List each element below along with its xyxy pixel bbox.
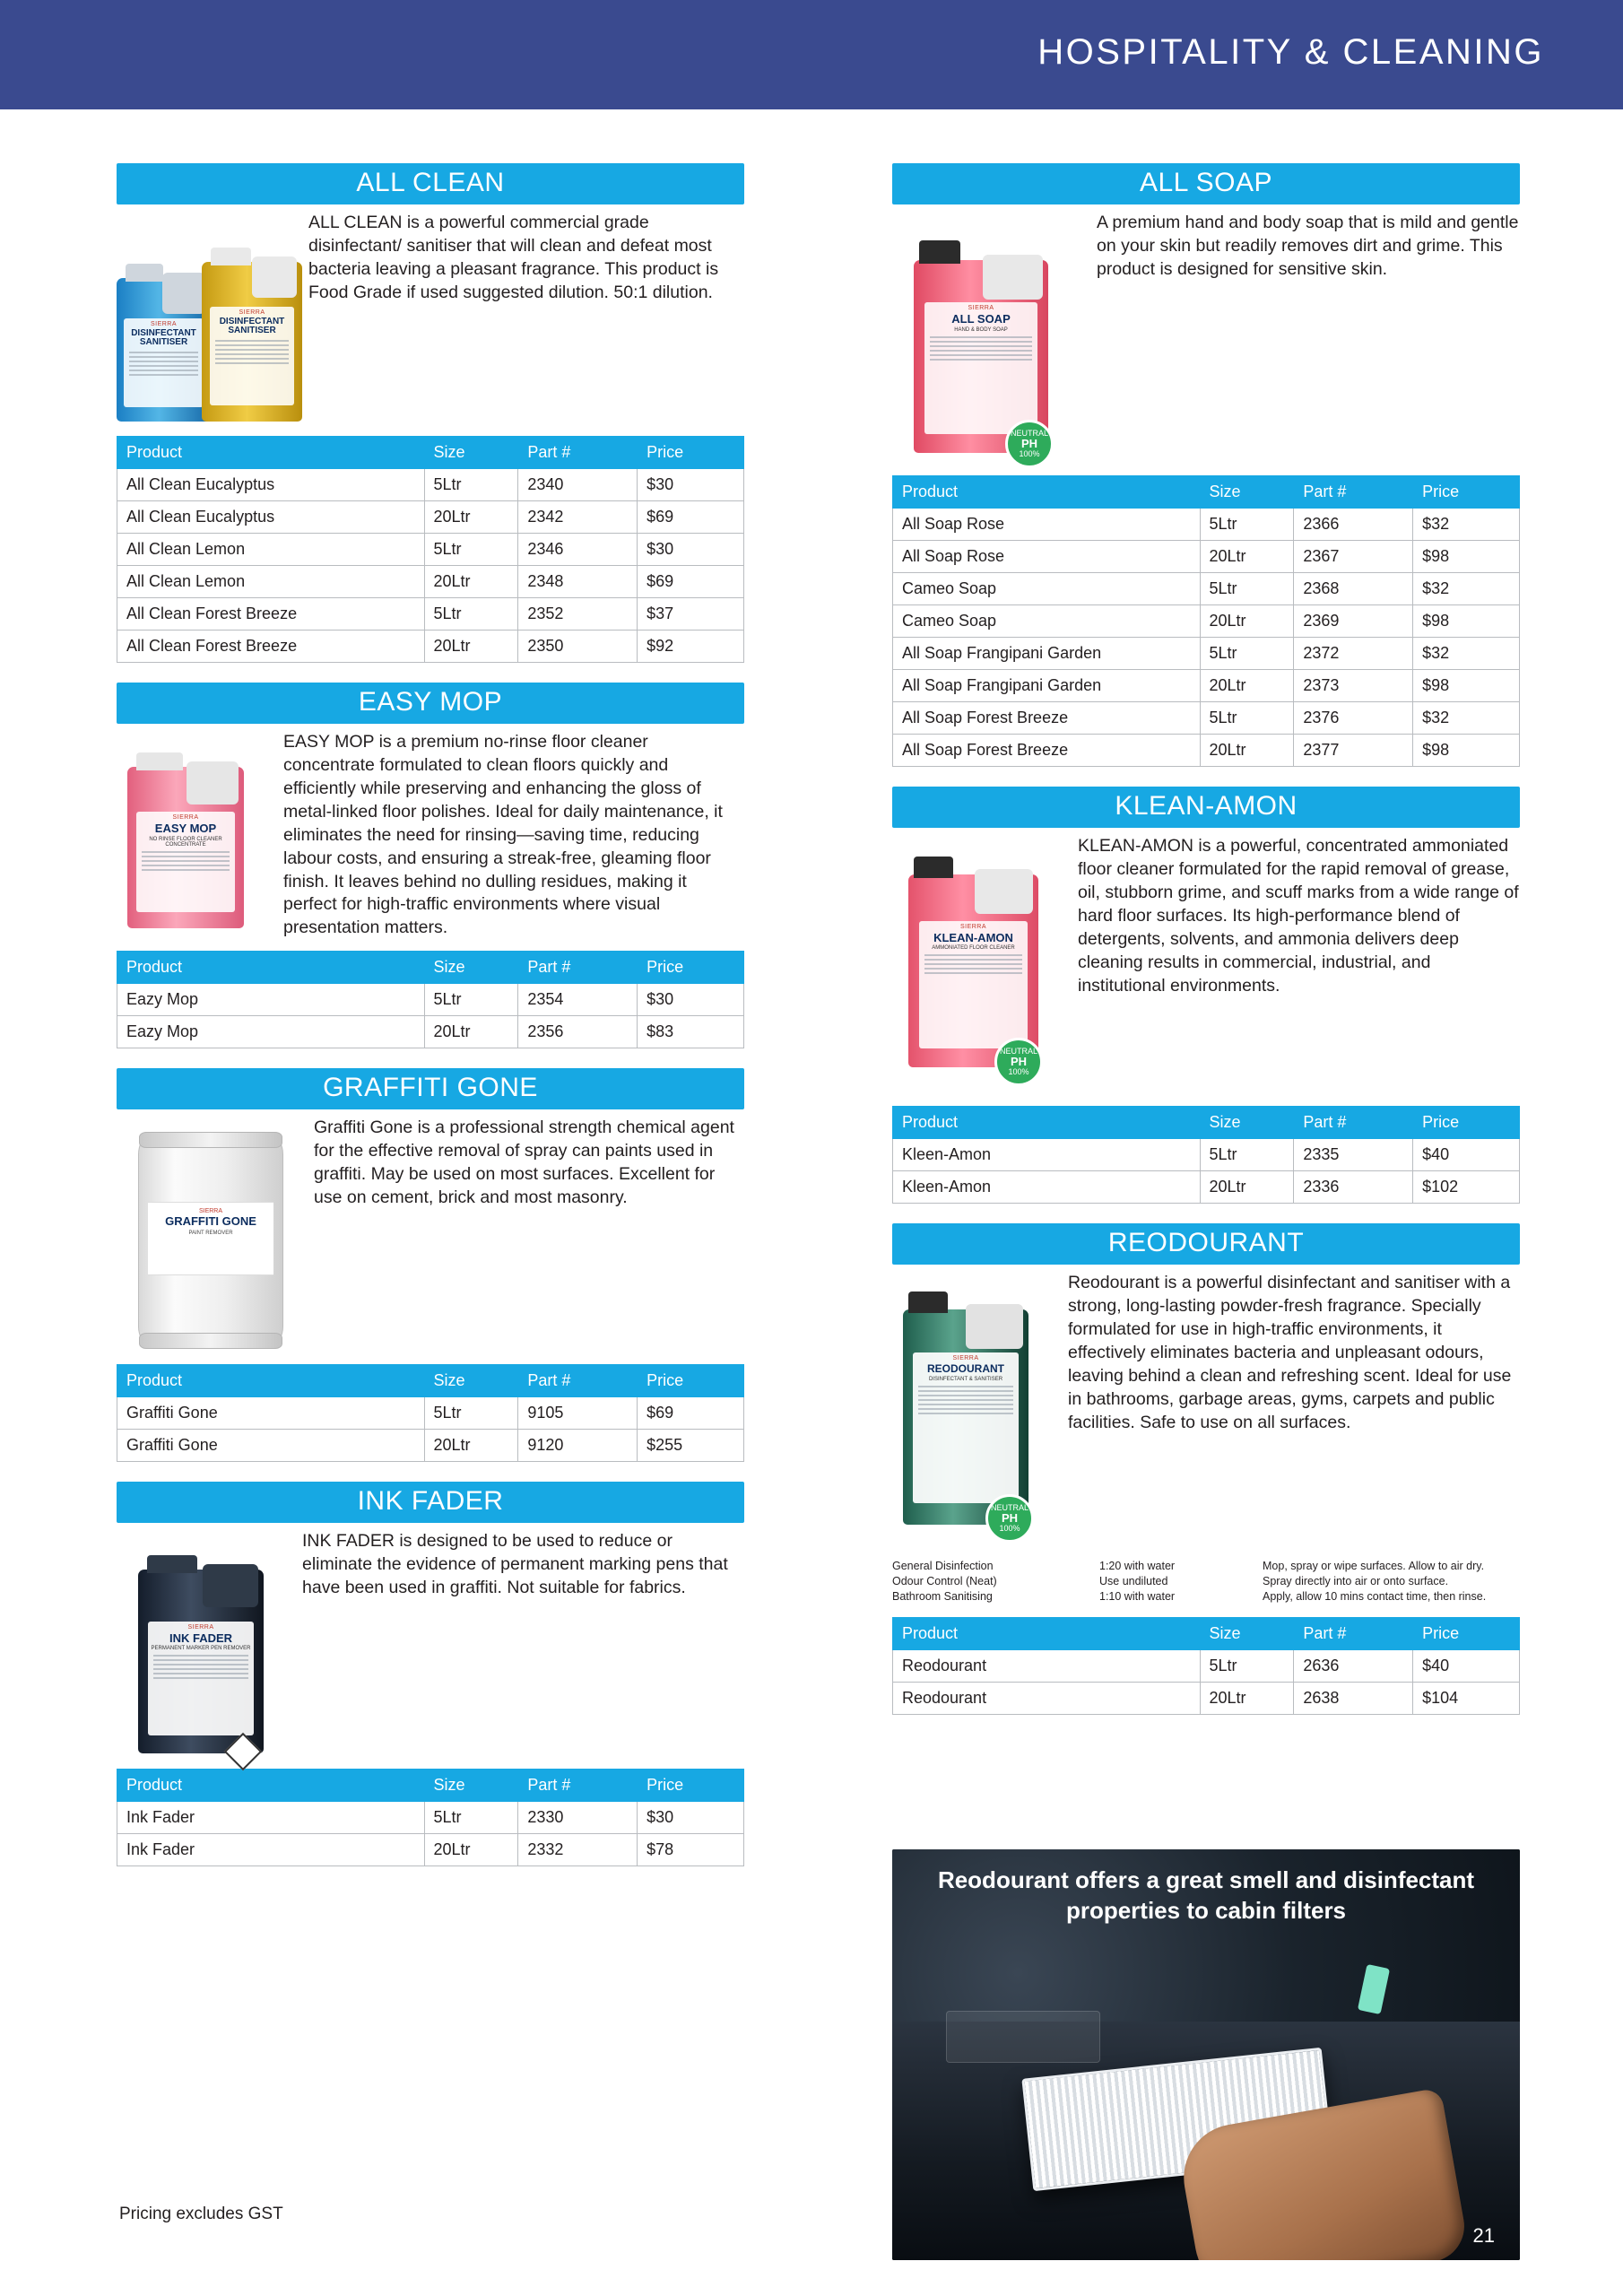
section-title-klean-amon: KLEAN-AMON xyxy=(892,787,1520,828)
cell-product: All Soap Frangipani Garden xyxy=(893,670,1201,702)
cell-product: Eazy Mop xyxy=(117,984,425,1016)
cell-product: All Clean Forest Breeze xyxy=(117,598,425,631)
section-graffiti-gone xyxy=(117,1068,744,1462)
green-clip-shape xyxy=(1358,1964,1390,2014)
cell-product: Cameo Soap xyxy=(893,573,1201,605)
col-part: Part # xyxy=(1294,476,1413,509)
col-size: Size xyxy=(1200,476,1294,509)
bottle-name: REODOURANT xyxy=(927,1362,1004,1375)
cell-product: Ink Fader xyxy=(117,1802,425,1834)
table-row xyxy=(893,573,1520,605)
cell-product: All Clean Eucalyptus xyxy=(117,501,425,534)
col-product: Product xyxy=(893,476,1201,509)
cell-size: 20Ltr xyxy=(424,566,518,598)
price-table-reodourant xyxy=(892,1617,1520,1715)
cell-part: 2352 xyxy=(518,598,638,631)
cell-size: 5Ltr xyxy=(1200,702,1294,735)
cell-product: Kleen-Amon xyxy=(893,1171,1201,1204)
table-row xyxy=(893,1139,1520,1171)
cell-size: 5Ltr xyxy=(424,1802,518,1834)
cell-product: All Soap Forest Breeze xyxy=(893,735,1201,767)
bottle-name: KLEAN-AMON xyxy=(933,930,1013,944)
cell-price: $32 xyxy=(1413,638,1520,670)
all-soap-bottle-image xyxy=(914,230,1084,472)
col-part: Part # xyxy=(518,952,638,984)
price-table-easy-mop xyxy=(117,951,744,1048)
table-row xyxy=(893,735,1520,767)
table-row xyxy=(117,1834,744,1866)
table-row xyxy=(117,1430,744,1462)
table-row xyxy=(893,638,1520,670)
table-row xyxy=(117,1397,744,1430)
col-product: Product xyxy=(117,437,425,469)
dilution-use: Bathroom Sanitising xyxy=(892,1589,993,1603)
col-product: Product xyxy=(893,1107,1201,1139)
cell-size: 5Ltr xyxy=(1200,1139,1294,1171)
cell-price: $69 xyxy=(638,1397,744,1430)
bottle-brand: SIERRA xyxy=(959,923,987,930)
section-description-easy-mop: EASY MOP is a premium no-rinse floor cleaner concentrate formulated to clean floors quickly and efficiently while preserving and enhancing the gloss of metal-linked floor polishes. Ideal for daily maintenance, it eliminates the need for rinsing—saving time, reducing labour costs, and ensuring a streak-free, gleaming floor finish. It leaves behind no dulling residues, making it perfect for high-traffic environments where visual presentation matters. xyxy=(283,732,723,938)
bottle-name: DISINFECTANT SANITISER xyxy=(219,316,285,336)
page-number: 21 xyxy=(1472,2224,1495,2247)
col-size: Size xyxy=(424,952,518,984)
bottle-sub: PERMANENT MARKER PEN REMOVER xyxy=(151,1646,251,1652)
col-part: Part # xyxy=(1294,1107,1413,1139)
cell-price: $255 xyxy=(638,1430,744,1462)
bottle-name: EASY MOP xyxy=(154,822,217,836)
badge-top-label: NEUTRAL xyxy=(999,1047,1037,1056)
cell-part: 2340 xyxy=(518,469,638,501)
cell-price: $32 xyxy=(1413,702,1520,735)
cell-size: 5Ltr xyxy=(1200,1649,1294,1682)
cell-price: $37 xyxy=(638,598,744,631)
cell-price: $92 xyxy=(638,631,744,663)
dilution-method: Mop, spray or wipe surfaces. Allow to air dry. xyxy=(1263,1560,1485,1572)
dilution-row xyxy=(892,1559,1520,1574)
cell-part: 2373 xyxy=(1294,670,1413,702)
col-price: Price xyxy=(638,1770,744,1802)
col-product: Product xyxy=(117,1365,425,1397)
bottle-sub: AMMONIATED FLOOR CLEANER xyxy=(932,945,1015,952)
reodourant-bottle-image xyxy=(903,1286,1055,1555)
dilution-use: Odour Control (Neat) xyxy=(892,1574,997,1587)
table-row xyxy=(893,1682,1520,1714)
cell-part: 2336 xyxy=(1294,1171,1413,1204)
price-table-graffiti-gone xyxy=(117,1364,744,1462)
cell-size: 20Ltr xyxy=(424,1430,518,1462)
table-row xyxy=(117,984,744,1016)
cell-part: 2366 xyxy=(1294,509,1413,541)
section-description-ink-fader: INK FADER is designed to be used to reduce or eliminate the evidence of permanent marking pens that have been used in graffiti. Not suitable for fabrics. xyxy=(302,1531,728,1598)
dilution-method: Spray directly into air or onto surface. xyxy=(1263,1574,1449,1587)
table-row xyxy=(893,1171,1520,1204)
dilution-instructions xyxy=(892,1559,1520,1605)
cell-price: $83 xyxy=(638,1016,744,1048)
cell-price: $98 xyxy=(1413,605,1520,638)
cell-price: $30 xyxy=(638,1802,744,1834)
cell-size: 20Ltr xyxy=(424,1016,518,1048)
section-easy-mop xyxy=(117,683,744,1048)
badge-main-label: PH xyxy=(1001,1511,1019,1526)
cell-part: 2350 xyxy=(518,631,638,663)
cell-size: 5Ltr xyxy=(1200,638,1294,670)
photo-caption: Reodourant offers a great smell and disinfectant properties to cabin filters xyxy=(937,1866,1475,1924)
cell-part: 2354 xyxy=(518,984,638,1016)
drum-sub: PAINT REMOVER xyxy=(188,1231,233,1237)
cell-product: Cameo Soap xyxy=(893,605,1201,638)
table-row xyxy=(117,1016,744,1048)
dilution-ratio: 1:10 with water xyxy=(1099,1589,1176,1603)
section-description-all-clean: ALL CLEAN is a powerful commercial grade disinfectant/ sanitiser that will clean and defeat most bacteria leaving a pleasant fragrance. This product is Food Grade if used suggested dilution. 50:1 dilution. xyxy=(308,213,719,302)
graffiti-gone-drum-image xyxy=(138,1136,299,1361)
cell-size: 20Ltr xyxy=(424,631,518,663)
cell-product: All Soap Rose xyxy=(893,541,1201,573)
dilution-ratio: 1:20 with water xyxy=(1099,1560,1176,1572)
col-price: Price xyxy=(1413,476,1520,509)
cell-product: Ink Fader xyxy=(117,1834,425,1866)
cell-product: Eazy Mop xyxy=(117,1016,425,1048)
section-all-clean xyxy=(117,163,744,663)
dilution-method: Apply, allow 10 mins contact time, then rinse. xyxy=(1263,1589,1487,1603)
col-price: Price xyxy=(1413,1617,1520,1649)
section-title-ink-fader: INK FADER xyxy=(117,1482,744,1523)
ph-neutral-badge-icon xyxy=(985,1494,1034,1543)
col-part: Part # xyxy=(518,1770,638,1802)
cell-price: $78 xyxy=(638,1834,744,1866)
cell-price: $32 xyxy=(1413,509,1520,541)
section-description-graffiti-gone: Graffiti Gone is a professional strength chemical agent for the effective removal of spray can paints used in graffiti. May be used on most surfaces. Excellent for use on cement, brick and most masonry. xyxy=(314,1118,734,1208)
cell-part: 2346 xyxy=(518,534,638,566)
cell-part: 2369 xyxy=(1294,605,1413,638)
table-row xyxy=(893,605,1520,638)
badge-main-label: PH xyxy=(1020,437,1038,451)
table-row xyxy=(893,1649,1520,1682)
right-column xyxy=(892,163,1520,1715)
col-price: Price xyxy=(638,437,744,469)
cabin-filter-photo-panel xyxy=(892,1849,1520,2260)
table-row xyxy=(117,566,744,598)
table-row xyxy=(117,1802,744,1834)
section-description-reodourant: Reodourant is a powerful disinfectant and sanitiser with a strong, long-lasting powder-fresh fragrance. Specially formulated for use in high-traffic environments, it effectively eliminates bacteria and unpleasant odours, leaving behind a clean and refreshing scent. Ideal for use in bathrooms, garbage areas, gyms, carpets and public facilities. Safe to use on all surfaces. xyxy=(1068,1273,1512,1432)
cell-part: 2332 xyxy=(518,1834,638,1866)
cell-size: 20Ltr xyxy=(1200,670,1294,702)
cell-price: $104 xyxy=(1413,1682,1520,1714)
badge-top-label: NEUTRAL xyxy=(1010,429,1048,438)
price-table-klean-amon xyxy=(892,1106,1520,1204)
col-part: Part # xyxy=(1294,1617,1413,1649)
cell-size: 5Ltr xyxy=(424,1397,518,1430)
col-size: Size xyxy=(424,1770,518,1802)
cell-size: 5Ltr xyxy=(424,469,518,501)
cell-product: All Clean Eucalyptus xyxy=(117,469,425,501)
bottle-name: INK FADER xyxy=(169,1631,233,1645)
cell-size: 5Ltr xyxy=(424,984,518,1016)
badge-top-label: NEUTRAL xyxy=(990,1503,1028,1512)
cell-price: $40 xyxy=(1413,1649,1520,1682)
cell-price: $30 xyxy=(638,469,744,501)
cell-part: 2372 xyxy=(1294,638,1413,670)
cell-part: 2367 xyxy=(1294,541,1413,573)
drum-brand: SIERRA xyxy=(198,1208,223,1215)
col-price: Price xyxy=(638,952,744,984)
pricing-note: Pricing excludes GST xyxy=(119,2205,283,2223)
section-all-soap xyxy=(892,163,1520,767)
cell-part: 2348 xyxy=(518,566,638,598)
bottle-brand: SIERRA xyxy=(150,320,178,327)
cell-part: 2356 xyxy=(518,1016,638,1048)
cell-price: $69 xyxy=(638,566,744,598)
ink-fader-bottle-image xyxy=(131,1550,288,1765)
cell-price: $30 xyxy=(638,534,744,566)
cell-size: 20Ltr xyxy=(1200,1682,1294,1714)
dilution-row xyxy=(892,1589,1520,1605)
cell-size: 20Ltr xyxy=(1200,1171,1294,1204)
ph-neutral-badge-icon xyxy=(1005,420,1054,468)
col-part: Part # xyxy=(518,437,638,469)
bottle-name: ALL SOAP xyxy=(951,312,1011,326)
badge-main-label: PH xyxy=(1010,1055,1028,1069)
cell-price: $102 xyxy=(1413,1171,1520,1204)
dilution-ratio: Use undiluted xyxy=(1099,1574,1168,1587)
cell-price: $32 xyxy=(1413,573,1520,605)
section-ink-fader xyxy=(117,1482,744,1866)
section-reodourant xyxy=(892,1223,1520,1715)
cell-part: 9120 xyxy=(518,1430,638,1462)
cell-product: Graffiti Gone xyxy=(117,1430,425,1462)
cell-part: 2335 xyxy=(1294,1139,1413,1171)
section-klean-amon xyxy=(892,787,1520,1204)
bottle-name: DISINFECTANT SANITISER xyxy=(131,327,196,348)
cell-product: All Soap Rose xyxy=(893,509,1201,541)
bottle-brand: SIERRA xyxy=(239,309,265,316)
dilution-row xyxy=(892,1574,1520,1589)
cell-size: 20Ltr xyxy=(424,501,518,534)
price-table-all-soap xyxy=(892,475,1520,767)
cell-product: Kleen-Amon xyxy=(893,1139,1201,1171)
bottle-brand: SIERRA xyxy=(952,1355,979,1361)
badge-bottom-label: 100% xyxy=(1019,449,1040,459)
col-part: Part # xyxy=(518,1365,638,1397)
cell-product: Reodourant xyxy=(893,1682,1201,1714)
col-product: Product xyxy=(893,1617,1201,1649)
cell-price: $69 xyxy=(638,501,744,534)
price-table-all-clean xyxy=(117,436,744,663)
badge-bottom-label: 100% xyxy=(999,1524,1020,1534)
cell-price: $98 xyxy=(1413,541,1520,573)
table-header-row xyxy=(117,1770,744,1802)
page-header xyxy=(0,0,1623,109)
cell-price: $40 xyxy=(1413,1139,1520,1171)
cell-product: All Soap Frangipani Garden xyxy=(893,638,1201,670)
cell-size: 20Ltr xyxy=(1200,605,1294,638)
cell-part: 2368 xyxy=(1294,573,1413,605)
table-header-row xyxy=(893,476,1520,509)
section-title-all-clean: ALL CLEAN xyxy=(117,163,744,204)
cell-part: 2330 xyxy=(518,1802,638,1834)
cell-price: $98 xyxy=(1413,735,1520,767)
cell-part: 2636 xyxy=(1294,1649,1413,1682)
cell-part: 2638 xyxy=(1294,1682,1413,1714)
col-size: Size xyxy=(1200,1617,1294,1649)
col-size: Size xyxy=(1200,1107,1294,1139)
easy-mop-bottle-image xyxy=(127,751,271,939)
section-title-easy-mop: EASY MOP xyxy=(117,683,744,724)
bottle-sub: NO RINSE FLOOR CLEANER CONCENTRATE xyxy=(149,837,222,848)
bottle-sub: HAND & BODY SOAP xyxy=(954,326,1008,333)
all-clean-bottles-image xyxy=(117,235,296,432)
table-header-row xyxy=(117,1365,744,1397)
table-header-row xyxy=(117,952,744,984)
cell-size: 20Ltr xyxy=(424,1834,518,1866)
price-table-ink-fader xyxy=(117,1769,744,1866)
left-column xyxy=(117,163,744,1866)
air-vent-shape xyxy=(946,2011,1100,2063)
section-title-graffiti-gone: GRAFFITI GONE xyxy=(117,1068,744,1109)
cell-size: 20Ltr xyxy=(1200,541,1294,573)
cell-part: 2342 xyxy=(518,501,638,534)
bottle-brand: SIERRA xyxy=(187,1623,214,1631)
bottle-brand: SIERRA xyxy=(172,814,199,822)
cell-size: 5Ltr xyxy=(424,598,518,631)
page-title: HOSPITALITY & CLEANING xyxy=(1037,32,1544,72)
cell-part: 2376 xyxy=(1294,702,1413,735)
col-product: Product xyxy=(117,952,425,984)
cell-price: $30 xyxy=(638,984,744,1016)
cell-part: 9105 xyxy=(518,1397,638,1430)
col-price: Price xyxy=(638,1365,744,1397)
table-row xyxy=(117,469,744,501)
section-title-reodourant: REODOURANT xyxy=(892,1223,1520,1265)
section-description-all-soap: A premium hand and body soap that is mild and gentle on your skin but readily removes dirt and grime. This product is designed for sensitive skin. xyxy=(1097,213,1519,279)
section-title-all-soap: ALL SOAP xyxy=(892,163,1520,204)
cell-product: Reodourant xyxy=(893,1649,1201,1682)
col-size: Size xyxy=(424,1365,518,1397)
col-product: Product xyxy=(117,1770,425,1802)
table-row xyxy=(117,598,744,631)
table-row xyxy=(117,501,744,534)
cell-product: All Clean Lemon xyxy=(117,534,425,566)
section-description-klean-amon: KLEAN-AMON is a powerful, concentrated ammoniated floor cleaner formulated for the rapid removal of grease, oil, stubborn grime, and scuff marks from a wide range of hard floor surfaces. Its high-performance blend of detergents, solvents, and ammonia delivers deep cleaning results in commercial, industrial, and institutional environments. xyxy=(1078,836,1519,996)
table-header-row xyxy=(893,1617,1520,1649)
table-row xyxy=(893,670,1520,702)
table-header-row xyxy=(117,437,744,469)
table-row xyxy=(117,534,744,566)
bottle-sub: DISINFECTANT & SANITISER xyxy=(928,1376,1003,1382)
drum-name: GRAFFITI GONE xyxy=(165,1214,256,1229)
table-row xyxy=(893,702,1520,735)
cell-product: All Soap Forest Breeze xyxy=(893,702,1201,735)
bottle-brand: SIERRA xyxy=(968,305,994,312)
cell-size: 5Ltr xyxy=(424,534,518,566)
cell-product: All Clean Lemon xyxy=(117,566,425,598)
cell-size: 5Ltr xyxy=(1200,509,1294,541)
col-price: Price xyxy=(1413,1107,1520,1139)
cell-part: 2377 xyxy=(1294,735,1413,767)
dilution-use: General Disinfection xyxy=(892,1560,994,1572)
cell-size: 20Ltr xyxy=(1200,735,1294,767)
table-row xyxy=(117,631,744,663)
table-row xyxy=(893,541,1520,573)
badge-bottom-label: 100% xyxy=(1008,1067,1029,1077)
table-header-row xyxy=(893,1107,1520,1139)
cell-size: 5Ltr xyxy=(1200,573,1294,605)
col-size: Size xyxy=(424,437,518,469)
cell-price: $98 xyxy=(1413,670,1520,702)
table-row xyxy=(893,509,1520,541)
cell-product: All Clean Forest Breeze xyxy=(117,631,425,663)
cell-product: Graffiti Gone xyxy=(117,1397,425,1430)
ph-neutral-badge-icon xyxy=(994,1038,1043,1086)
klean-amon-bottle-image xyxy=(908,851,1065,1102)
